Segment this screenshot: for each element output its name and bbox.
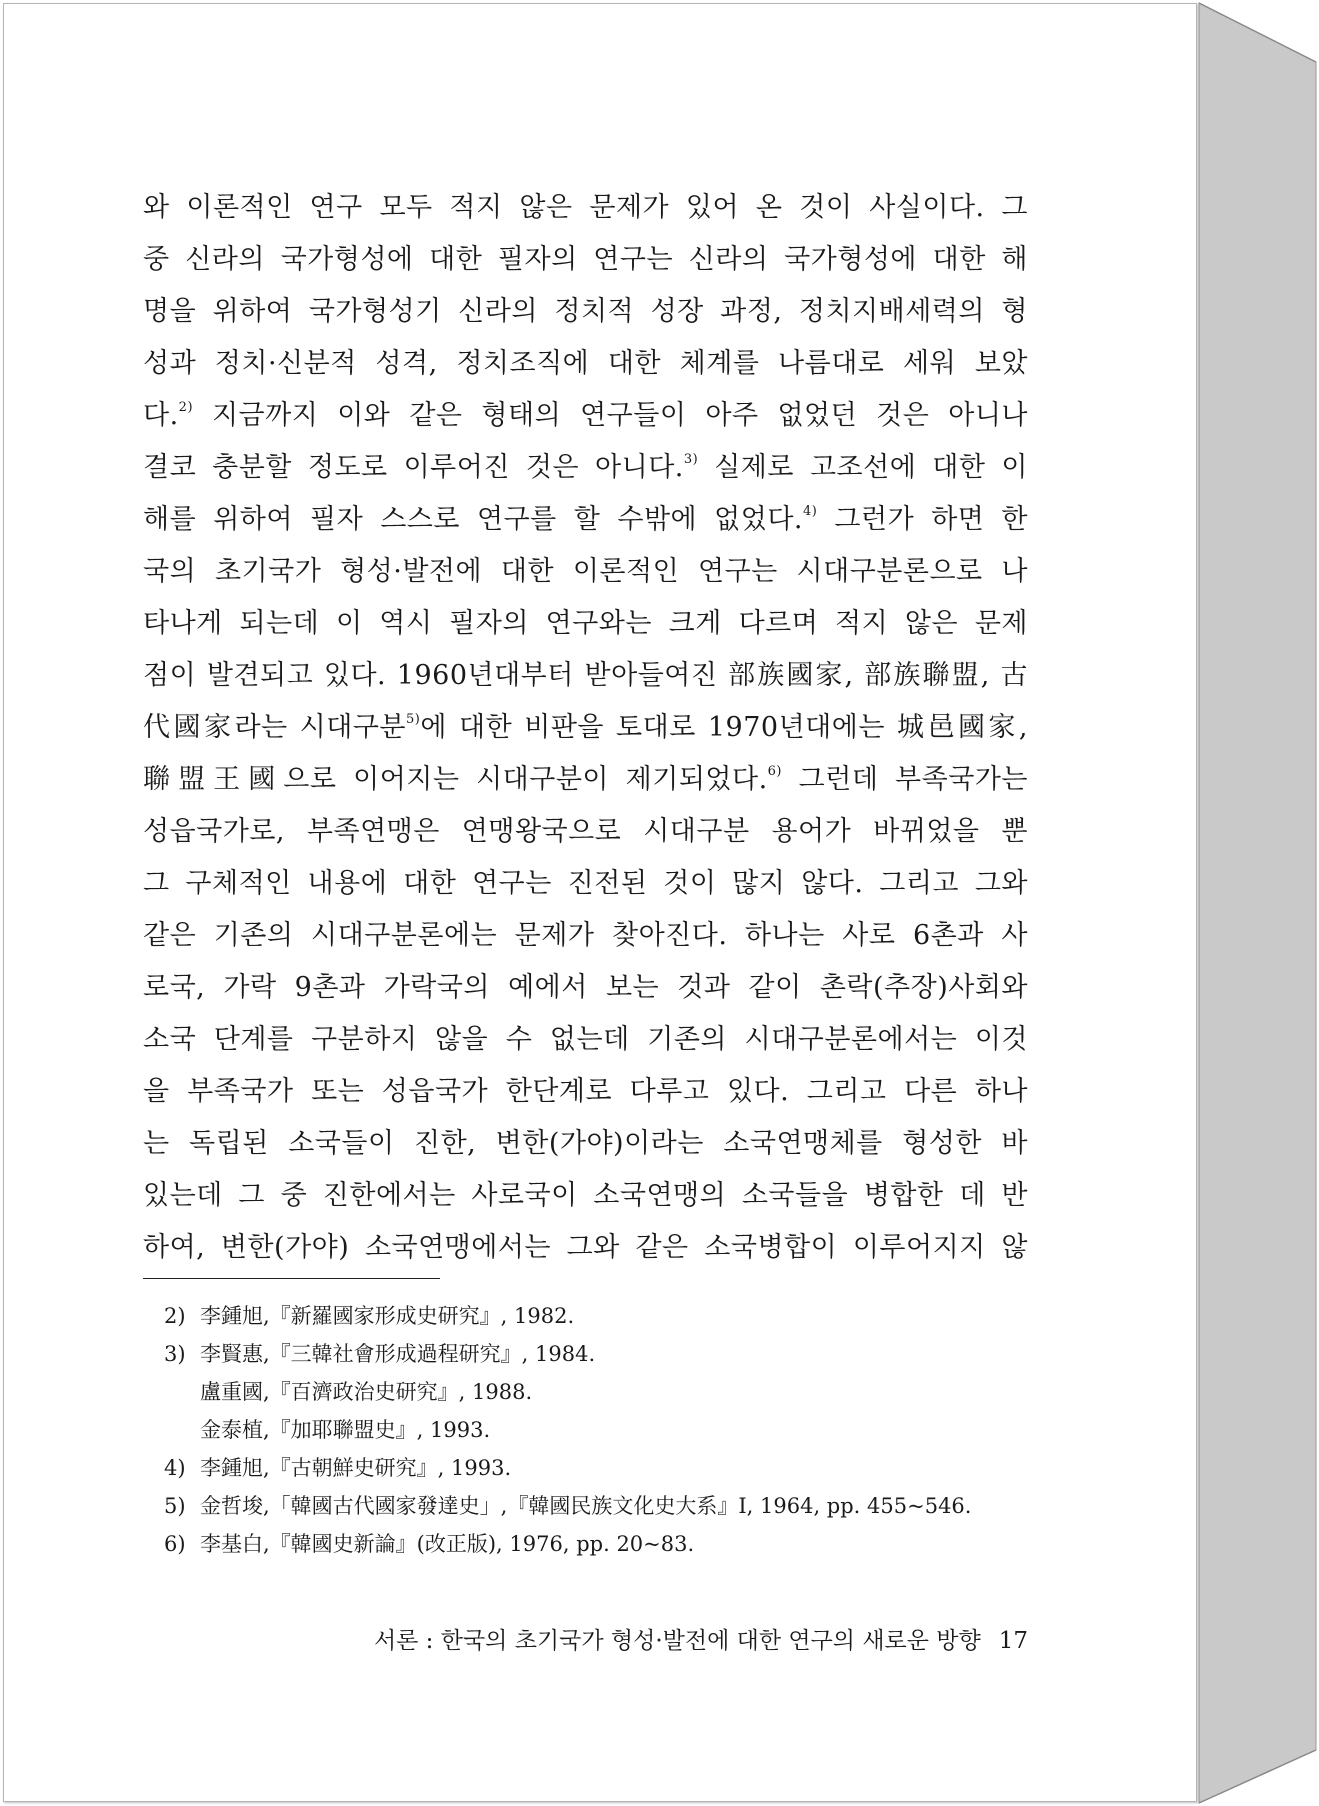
- footnote-ref: 4): [803, 504, 818, 519]
- book-page: [3, 3, 1197, 1802]
- body-line: 국의 초기국가 형성·발전에 대한 이론적인 연구는 시대구분론으로 나: [143, 556, 1028, 587]
- body-line: 는 독립된 소국들이 진한, 변한(가야)이라는 소국연맹체를 형성한 바: [143, 1128, 1028, 1159]
- body-line: 그 구체적인 내용에 대한 연구는 진전된 것이 많지 않다. 그리고 그와: [143, 868, 1028, 899]
- footnote-text: 李鍾旭,『新羅國家形成史研究』, 1982.: [200, 1304, 575, 1328]
- body-line: 명을 위하여 국가형성기 신라의 정치적 성장 과정, 정치지배세력의 형: [143, 296, 1028, 327]
- body-line: 점이 발견되고 있다. 1960년대부터 받아들여진 部族國家, 部族聯盟, 古: [143, 660, 1028, 691]
- footnote-text: 李賢惠,『三韓社會形成過程研究』, 1984.: [200, 1342, 596, 1366]
- footnote-text: 李鍾旭,『古朝鮮史研究』, 1993.: [200, 1456, 512, 1480]
- body-text-segment: 지금까지 이와 같은 형태의 연구들이 아주 없었던 것은 아니나: [211, 400, 1028, 431]
- footnote-number: 3): [164, 1342, 186, 1366]
- body-text-segment: 결코 충분할 정도로 이루어진 것은 아니다.: [143, 452, 684, 483]
- footnote-ref: 5): [406, 712, 421, 727]
- running-footer: [334, 1622, 1028, 1655]
- footnote-divider: [143, 1278, 440, 1279]
- body-line: 소국 단계를 구분하지 않을 수 없는데 기존의 시대구분론에서는 이것: [143, 1024, 1028, 1055]
- body-text-segment: 聯盟王國으로 이어지는 시대구분이 제기되었다.: [143, 764, 768, 795]
- body-text-segment: 실제로 고조선에 대한 이: [714, 452, 1028, 483]
- body-text: [143, 182, 1028, 1274]
- body-text-segment: 그런데 부족국가는: [798, 764, 1028, 795]
- footnote-number: 2): [164, 1304, 186, 1328]
- body-text-segment: 그런가 하면 한: [834, 504, 1028, 535]
- body-line: 하여, 변한(가야) 소국연맹에서는 그와 같은 소국병합이 이루어지지 않: [143, 1232, 1028, 1263]
- body-line: 타나게 되는데 이 역시 필자의 연구와는 크게 다르며 적지 않은 문제: [143, 608, 1028, 639]
- footnote: [164, 1297, 1024, 1335]
- body-line: 중 신라의 국가형성에 대한 필자의 연구는 신라의 국가형성에 대한 해: [143, 244, 1028, 275]
- body-text-segment: 다.: [143, 400, 179, 431]
- body-line: [143, 494, 1028, 546]
- footnote-ref: 2): [178, 400, 194, 415]
- body-line: 있는데 그 중 진한에서는 사로국이 소국연맹의 소국들을 병합한 데 반: [143, 1180, 1028, 1211]
- footnote: [164, 1525, 1024, 1563]
- footnote-text: 金哲埈,「韓國古代國家發達史」,『韓國民族文化史大系』I, 1964, pp. 455~546.: [200, 1494, 972, 1518]
- body-line: 와 이론적인 연구 모두 적지 않은 문제가 있어 온 것이 사실이다. 그: [143, 192, 1028, 223]
- body-line: 성과 정치·신분적 성격, 정치조직에 대한 체계를 나름대로 세워 보았: [143, 348, 1028, 379]
- body-line: 로국, 가락 9촌과 가락국의 예에서 보는 것과 같이 촌락(추장)사회와: [143, 972, 1028, 1003]
- footnote-number: 4): [164, 1456, 186, 1480]
- body-line: [143, 390, 1028, 442]
- body-line: 성읍국가로, 부족연맹은 연맹왕국으로 시대구분 용어가 바뀌었을 뿐: [143, 816, 1028, 847]
- body-text-segment: 에 대한 비판을 토대로 1970년대에는 城邑國家,: [420, 712, 1028, 743]
- footnote-ref: 3): [683, 452, 699, 467]
- footnote-number: 5): [164, 1494, 186, 1518]
- footnote: [164, 1411, 1024, 1449]
- body-text-segment: 해를 위하여 필자 스스로 연구를 할 수밖에 없었다.: [143, 504, 804, 535]
- body-line: [143, 754, 1028, 806]
- body-line: [143, 702, 1028, 754]
- footnote-number: 6): [164, 1532, 186, 1556]
- footnotes: [164, 1297, 1024, 1563]
- page-number: 17: [998, 1628, 1028, 1654]
- footnote-text: 盧重國,『百濟政治史研究』, 1988.: [200, 1380, 533, 1404]
- footnote: [164, 1487, 1024, 1525]
- body-line: [143, 442, 1028, 494]
- footnote-ref: 6): [767, 764, 782, 779]
- footnote: [164, 1449, 1024, 1487]
- footnote-text: 金泰植,『加耶聯盟史』, 1993.: [200, 1418, 491, 1442]
- body-line: 같은 기존의 시대구분론에는 문제가 찾아진다. 하나는 사로 6촌과 사: [143, 920, 1028, 951]
- running-title: 서론 : 한국의 초기국가 형성·발전에 대한 연구의 새로운 방향: [373, 1628, 981, 1654]
- body-text-segment: 代國家라는 시대구분: [143, 712, 407, 743]
- footnote: [164, 1335, 1024, 1373]
- body-line: 을 부족국가 또는 성읍국가 한단계로 다루고 있다. 그리고 다른 하나: [143, 1076, 1028, 1107]
- footnote-text: 李基白,『韓國史新論』(改正版), 1976, pp. 20~83.: [200, 1532, 695, 1556]
- footnote: [164, 1373, 1024, 1411]
